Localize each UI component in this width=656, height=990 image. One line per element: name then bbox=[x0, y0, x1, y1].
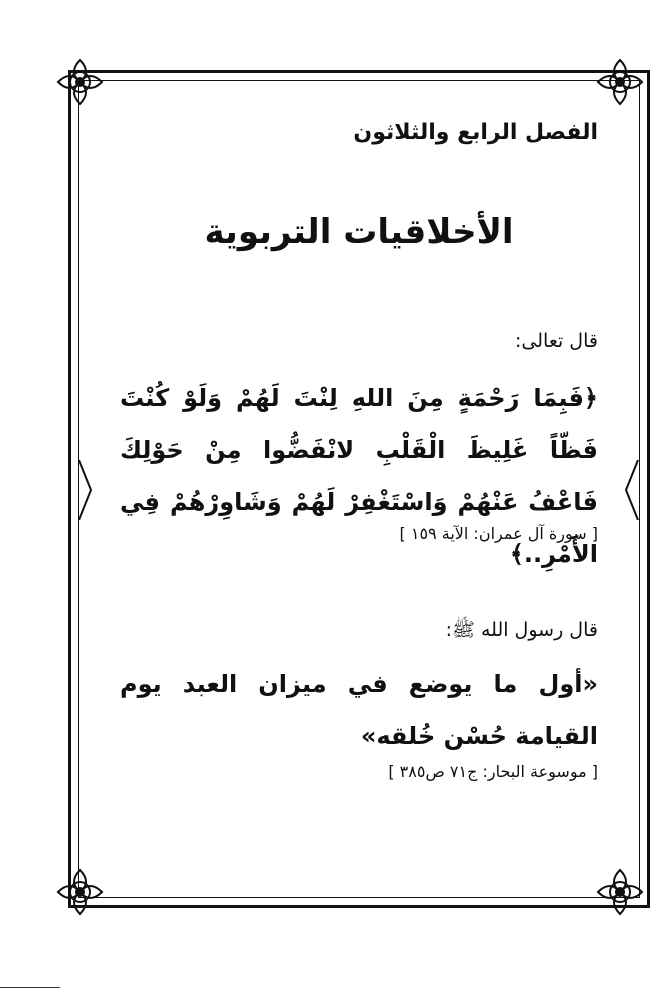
hadith-text: «أول ما يوضع في ميزان العبد يوم القيامة حُسْن خُلقه» bbox=[120, 670, 598, 750]
corner-ornament-icon bbox=[50, 862, 110, 922]
quran-source: [ سورة آل عمران: الآية ١٥٩ ] bbox=[399, 524, 598, 543]
corner-ornament-icon bbox=[50, 52, 110, 112]
hadith-intro: قال رسول الله ﷺ: bbox=[445, 619, 598, 641]
chapter-heading: الفصل الرابع والثلاثون bbox=[353, 120, 598, 145]
side-bracket-icon bbox=[75, 460, 95, 520]
footer-rule bbox=[0, 987, 60, 988]
corner-ornament-icon bbox=[590, 862, 650, 922]
quran-verse: ﴿فَبِمَا رَحْمَةٍ مِنَ اللهِ لِنْتَ لَهُمْ وَلَوْ كُنْتَ فَظّاً غَلِيظَ الْقَلْبِ لانْفَضُّوا مِنْ حَوْلِكَ فَاعْفُ عَنْهُمْ وَاسْتَغْفِرْ لَهُمْ وَشَاوِرْهُمْ فِي الأَمْرِ..﴾ bbox=[120, 384, 598, 568]
quran-intro: قال تعالى: bbox=[515, 330, 598, 352]
hadith-source: [ موسوعة البحار: ج٧١ ص٣٨٥ ] bbox=[388, 762, 598, 781]
page-title: الأخلاقيات التربوية bbox=[204, 212, 514, 252]
side-bracket-icon bbox=[622, 460, 642, 520]
corner-ornament-icon bbox=[590, 52, 650, 112]
